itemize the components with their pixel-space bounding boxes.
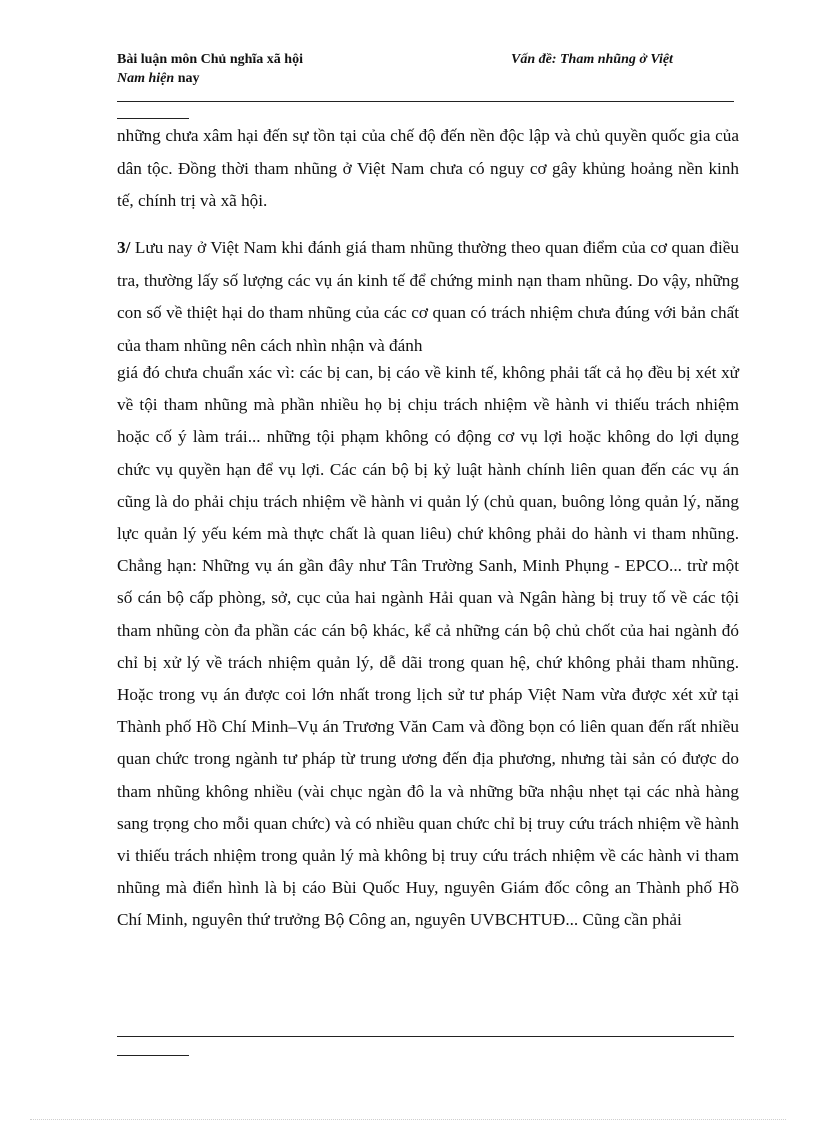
page-bottom-border [30,1119,786,1120]
footer-rule-short [117,1055,189,1056]
header-course: Bài luận môn Chủ nghĩa xã hội [117,52,303,67]
footer-rule [117,1036,734,1037]
paragraph-3: giá đó chưa chuẩn xác vì: các bị can, bị cáo về kinh tế, không phải tất cả họ đều bị xét xử về tội tham nhũng mà phần nhiều họ bị chịu trách nhiệm về hành vi thiếu trách nhiệm hoặc cố ý làm trái... những tội phạm không có động cơ vụ lợi hoặc không do lợi dụng chức vụ quyền hạn để vụ lợi. Các cán bộ bị kỷ luật hành chính liên quan đến các vụ án cũng là do phải chịu trách nhiệm về hành vi quản lý (chủ quan, buông lỏng quản lý, năng lực quản lý yếu kém mà thực chất là quan liêu) chứ không phải do hành vi tham nhũng. Chẳng hạn: Những vụ án gần đây như Tân Trường Sanh, Minh Phụng - EPCO... trừ một số cán bộ cấp phòng, sở, cục của hai ngành Hải quan và Ngân hàng bị truy tố về các tội tham nhũng còn đa phần các cán bộ khác, kể cả những cán bộ chủ chốt của hai ngành đó chỉ bị xử lý về trách nhiệm quản lý, dễ dãi trong quan hệ, chứ không phải tham nhũng. Hoặc trong vụ án được coi lớn nhất trong lịch sử tư pháp Việt Nam vừa được xét xử tại Thành phố Hồ Chí Minh–Vụ án Trương Văn Cam và đồng bọn có liên quan đến rất nhiều quan chức trong ngành tư pháp từ trung ương đến địa phương, nhưng tài sản có được do tham nhũng không nhiều (vài chục ngàn đô la và những bữa nhậu nhẹt tại các nhà hàng sang trọng cho mỗi quan chức) và có nhiều quan chức chỉ bị truy cứu trách nhiệm về hành vi thiếu trách nhiệm trong quản lý mà không bị truy cứu trách nhiệm về các hành vi tham nhũng mà điển hình là bị cáo Bùi Quốc Huy, nguyên Giám đốc công an Thành phố Hồ Chí Minh, nguyên thứ trưởng Bộ Công an, nguyên UVBCHTUĐ... Cũng cần phải [117,363,739,930]
header-rule-short [117,118,189,119]
paragraph-2-number: 3/ [117,238,131,257]
header-topic-continued [117,69,199,88]
header-topic: Vấn đề: Tham nhũng ở Việt [511,52,673,67]
paragraph-2 [117,232,739,362]
paragraph-1: những chưa xâm hại đến sự tồn tại của chế độ đến nền độc lập và chủ quyền quốc gia của dân tộc. Đồng thời tham nhũng ở Việt Nam chưa có nguy cơ gây khủng hoảng nền kinh tế, chính trị và xã hội. [117,126,739,210]
header-topic-continued-rest: nay [174,71,200,86]
paragraph-2-text: Lưu nay ở Việt Nam khi đánh giá tham nhũng thường theo quan điểm của cơ quan điều tra, thường lấy số lượng các vụ án kinh tế để chứng minh nạn tham nhũng. Do vậy, những con số về thiệt hại do tham nhũng của các cơ quan có trách nhiệm chưa đúng với bản chất của tham nhũng nên cách nhìn nhận và đánh [117,238,739,355]
header-topic-continued-italic: Nam hiện [117,71,175,86]
header-rule [117,101,734,102]
